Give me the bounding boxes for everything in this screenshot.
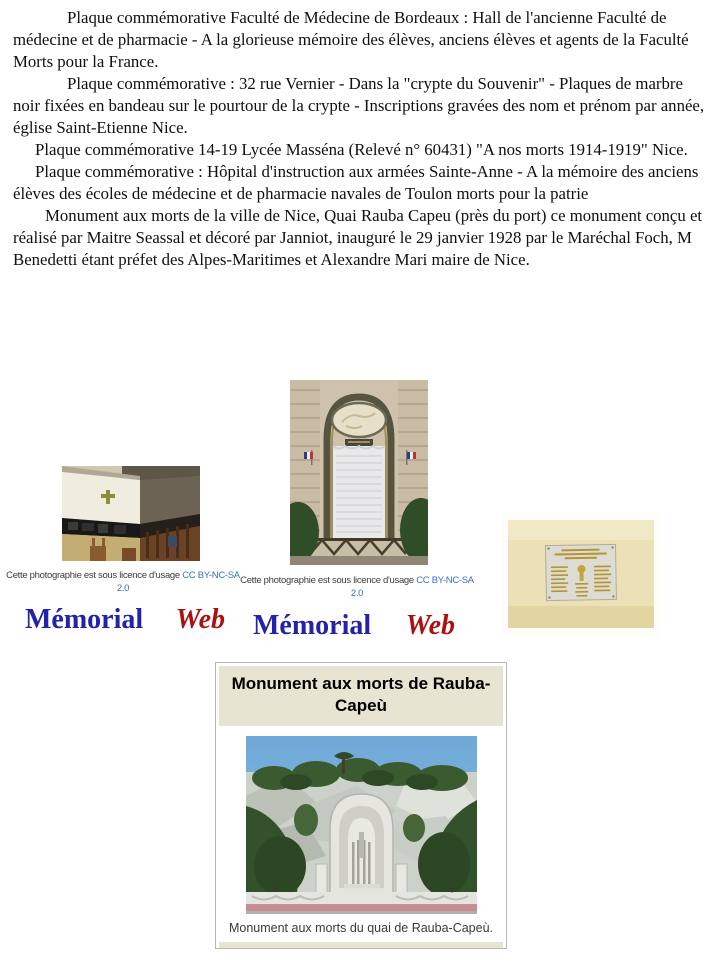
memorial-web-logo[interactable]: [253, 610, 455, 642]
paragraph-monument-nice: Monument aux morts de la ville de Nice, Quai Rauba Capeu (près du port) ce monument conçu et réalisé par Maitre Seassal et décoré par Janniot, inauguré le 29 janvier 1928 par le Maréchal Foch, M Benedetti étant préfet des Alpes-Maritimes et Alexandre Mari maire de Nice.: [13, 206, 703, 269]
card-caption: Monument aux morts du quai de Rauba-Capeù.: [228, 921, 494, 935]
license-caption-text: Cette photographie est sous licence d'usage: [6, 570, 183, 581]
license-link[interactable]: CC BY-NC-SA: [416, 575, 474, 586]
church-interior-photo: [62, 466, 200, 561]
web-logo-text[interactable]: Web: [405, 610, 455, 641]
license-version-link[interactable]: 2.0: [350, 588, 364, 599]
card-title: Monument aux morts de Rauba-Capeù: [219, 666, 503, 726]
web-logo-text[interactable]: Web: [175, 604, 225, 635]
wall-plaque-photo: [502, 511, 660, 637]
memorial-logo-text[interactable]: Mémorial: [253, 610, 372, 641]
license-caption-text: Cette photographie est sous licence d'usage: [240, 575, 417, 586]
intro-text-block: [13, 7, 708, 271]
paragraph-hopital-sainte-anne: Plaque commémorative : Hôpital d'instruction aux armées Sainte-Anne - A la mémoire des anciens élèves des écoles de médecine et de pharmacie navales de Toulon morts pour la patrie: [13, 162, 699, 203]
photo-license-caption: [237, 574, 477, 600]
monument-rauba-capeu-card: [215, 662, 507, 949]
license-version-link[interactable]: 2.0: [116, 583, 130, 594]
facade-monument-photo: [290, 380, 428, 565]
memorial-web-logo[interactable]: [25, 604, 225, 636]
photo-license-caption: [3, 569, 243, 595]
paragraph-rue-vernier: Plaque commémorative : 32 rue Vernier - Dans la "crypte du Souvenir" - Plaques de marbre noir fixées en bandeau sur le pourtour de la crypte - Inscriptions gravées des nom et prénom par année, église Saint-Etienne Nice.: [13, 74, 705, 137]
rauba-capeu-monument-photo: [246, 736, 477, 914]
memorial-logo-text[interactable]: Mémorial: [25, 604, 144, 635]
paragraph-bordeaux: Plaque commémorative Faculté de Médecine de Bordeaux : Hall de l'ancienne Faculté de médecine et de pharmacie - A la glorieuse mémoire des élèves, anciens élèves et agents de la Faculté Morts pour la France.: [13, 8, 689, 71]
license-link[interactable]: CC BY-NC-SA: [182, 570, 240, 581]
paragraph-lycee-massena: Plaque commémorative 14-19 Lycée Masséna (Relevé n° 60431) "A nos morts 1914-1919" Nice.: [35, 140, 688, 159]
card-footer-strip: [219, 942, 503, 948]
